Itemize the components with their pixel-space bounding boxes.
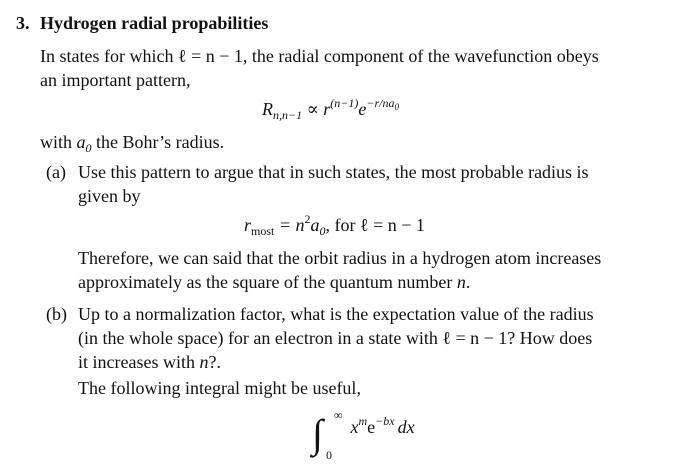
part-a-label: (a) (46, 162, 66, 182)
part-b-line-1: Up to a normalization factor, what is the expectation value of the radius (78, 304, 594, 324)
question-title: Hydrogen radial propabilities (40, 13, 269, 33)
intro-line-2: an important pattern, (40, 70, 191, 90)
part-a-line-1: Use this pattern to argue that in such states, the most probable radius is (78, 162, 589, 182)
part-b-line-4: The following integral might be useful, (78, 378, 361, 398)
integral-lower-limit: 0 (326, 448, 332, 462)
integral-upper-limit: ∞ (334, 408, 343, 422)
bohr-radius-line: with $a_0$ the Bohr’s radius. (40, 132, 225, 155)
part-b-label: (b) (46, 304, 67, 324)
part-a-line-2: given by (78, 186, 141, 206)
question-number: 3. (16, 13, 30, 33)
integral-sign: ∫ (312, 411, 323, 456)
part-b-line-3: it increases with n?. (78, 352, 221, 372)
part-b-line-2: (in the whole space) for an electron in a state with ℓ = n − 1? How does (78, 328, 593, 348)
most-probable-radius-equation: $r_{most} = n^2a_0$, for ℓ = n − 1 (244, 212, 425, 238)
useful-integral: ∫ ∞ 0 $x^me^{-bx}$ dx (312, 408, 415, 462)
radial-proportionality-equation: $R_{n,n-1} \propto r^{(n-1)}e^{-r/na0}$ (262, 96, 399, 122)
integral-sign-group (312, 408, 346, 462)
part-a-line-3: Therefore, we can said that the orbit radius in a hydrogen atom increases (78, 248, 602, 268)
part-a-line-4: approximately as the square of the quantum number n. (78, 272, 471, 292)
intro-line-1: In states for which ℓ = n − 1, the radial component of the wavefunction obeys (40, 46, 599, 66)
